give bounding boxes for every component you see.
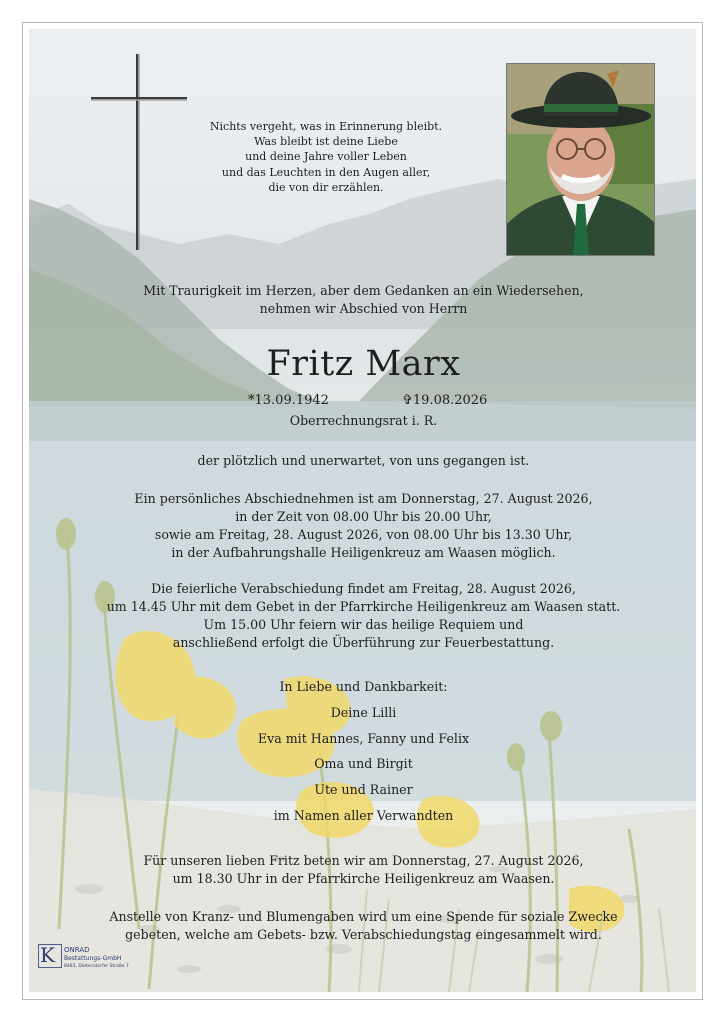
viewing-line: sowie am Freitag, 28. August 2026, von 08.00 Uhr bis 13.30 Uhr,: [154, 527, 573, 542]
portrait-photo: [506, 63, 655, 256]
donation-line: Anstelle von Kranz- und Blumengaben wird um eine Spende für soziale Zwecke: [109, 909, 618, 924]
quote-line: Nichts vergeht, was in Erinnerung bleibt.: [209, 120, 443, 133]
mourner-entry: im Namen aller Verwandten: [273, 807, 454, 823]
viewing-line: in der Aufbahrungshalle Heiligenkreuz am Waasen möglich.: [171, 545, 556, 560]
mourner-entry: Oma und Birgit: [314, 756, 413, 772]
logo-name: ONRAD: [64, 946, 90, 954]
viewing-line: in der Zeit von 08.00 Uhr bis 20.00 Uhr,: [235, 509, 492, 524]
mourners-heading: In Liebe und Dankbarkeit:: [279, 679, 448, 694]
ceremony-line: Um 15.00 Uhr feiern wir das heilige Requiem und: [203, 617, 524, 632]
death-date: ✞19.08.2026: [402, 393, 488, 408]
donation-line: gebeten, welche am Gebets- bzw. Verabschiedungstag eingesammelt wird.: [125, 927, 602, 942]
logo-letter: K: [40, 943, 55, 967]
viewing-info: [30, 490, 697, 562]
quote-line: Was bleibt ist deine Liebe: [254, 135, 398, 149]
mourners-list: [30, 674, 697, 829]
ceremony-line: Die feierliche Verabschiedung findet am Freitag, 28. August 2026,: [151, 581, 576, 596]
passing-text: der plötzlich und unerwartet, von uns gegangen ist.: [197, 453, 530, 468]
deceased-name: Fritz Marx: [266, 344, 461, 384]
cross-icon: [91, 54, 189, 250]
intro-line: nehmen wir Abschied von Herrn: [259, 301, 468, 316]
viewing-line: Ein persönliches Abschiednehmen ist am Donnerstag, 27. August 2026,: [134, 491, 593, 506]
memorial-quote: [176, 119, 476, 195]
mourner-entry: Eva mit Hannes, Fanny und Felix: [257, 730, 470, 746]
intro-line: Mit Traurigkeit im Herzen, aber dem Gedanken an ein Wiedersehen,: [143, 283, 584, 298]
quote-line: und das Leuchten in den Augen aller,: [221, 165, 431, 179]
donation-info: [30, 908, 697, 944]
prayer-line: um 18.30 Uhr in der Pfarrkirche Heiligenkreuz am Waasen.: [172, 871, 555, 886]
ceremony-line: um 14.45 Uhr mit dem Gebet in der Pfarrkirche Heiligenkreuz am Waasen statt.: [106, 599, 621, 614]
logo-company: Bestattungs-GmbH: [64, 955, 122, 962]
prayer-info: [30, 852, 697, 888]
mourner-entry: Deine Lilli: [330, 704, 397, 720]
ceremony-line: anschließend erfolgt die Überführung zur Feuerbestattung.: [172, 635, 555, 650]
intro-text: [30, 282, 697, 318]
logo-address: 8483, Dietersdorfer Straße 7: [64, 964, 129, 969]
quote-line: und deine Jahre voller Leben: [245, 150, 407, 164]
mourner-entry: Ute und Rainer: [314, 782, 413, 798]
ceremony-info: [30, 580, 697, 652]
quote-line: die von dir erzählen.: [268, 180, 384, 194]
prayer-line: Für unseren lieben Fritz beten wir am Donnerstag, 27. August 2026,: [143, 853, 584, 868]
funeral-home-logo: [38, 944, 158, 986]
deceased-title: Oberrechnungsrat i. R.: [289, 413, 438, 428]
birth-date: *13.09.1942: [248, 393, 329, 408]
